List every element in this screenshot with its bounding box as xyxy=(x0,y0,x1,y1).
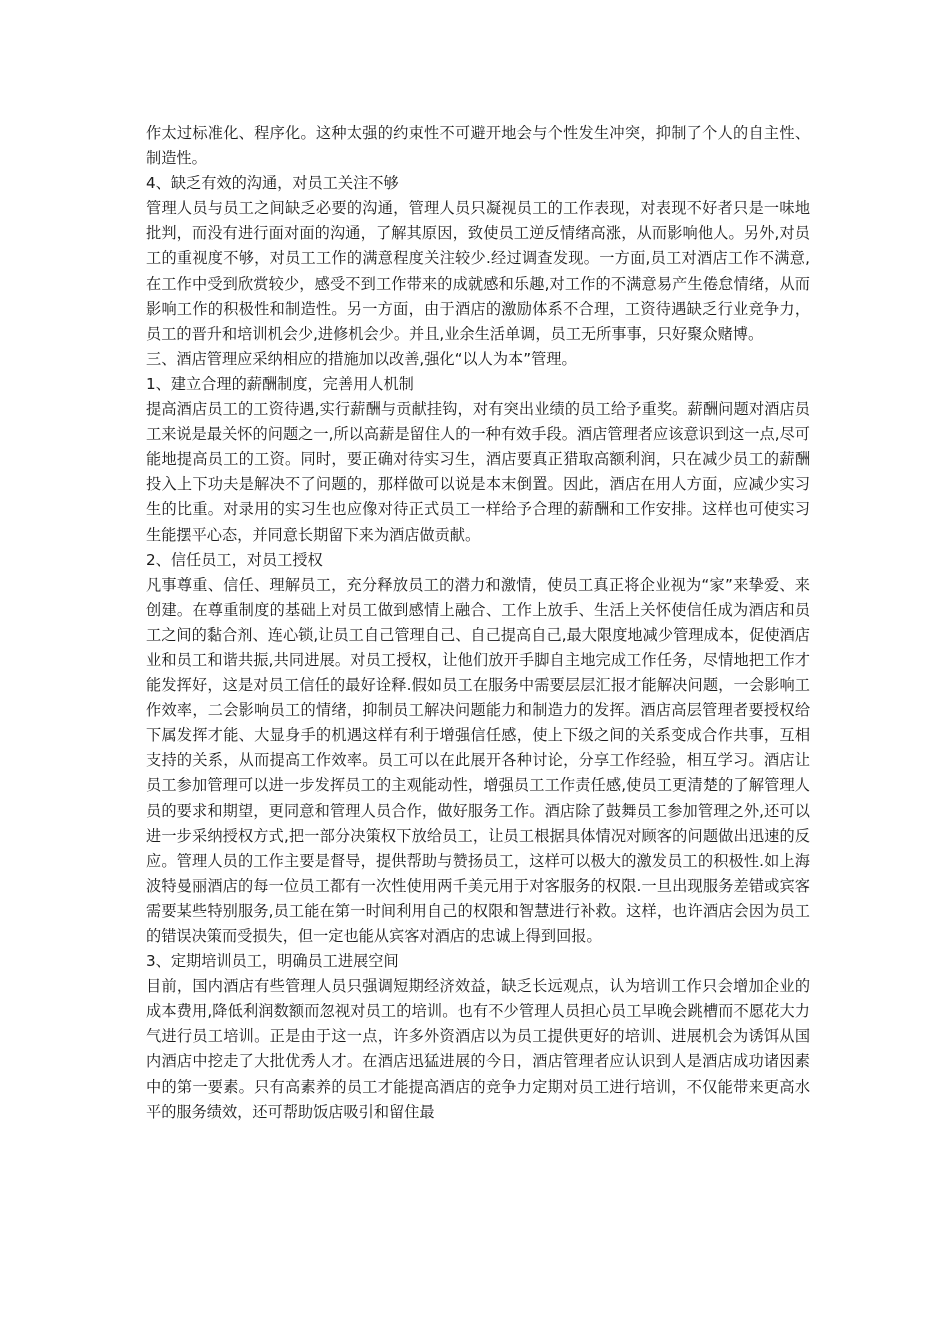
section-heading-3: 3、定期培训员工，明确员工进展空间 xyxy=(146,952,399,971)
paragraph-continuation: 作太过标准化、程序化。这种太强的约束性不可避开地会与个性发生冲突，抑制了个人的自主性、制造性。 xyxy=(146,124,810,168)
section-heading-1: 1、建立合理的薪酬制度，完善用人机制 xyxy=(146,374,414,393)
section-heading-4: 4、缺乏有效的沟通，对员工关注不够 xyxy=(146,174,399,193)
paragraph: 提高酒店员工的工资待遇,实行薪酬与贡献挂钩，对有突出业绩的员工给予重奖。薪酬问题对酒店员工来说是最关怀的问题之一,所以高薪是留住人的一种有效手段。酒店管理者应该意识到这一点,尽可能地提高员工的工资。同时，要正确对待实习生，酒店要真正猎取高额利润，只在减少员工的薪酬投入上下功夫是解决不了问题的，那样做可以说是本末倒置。因此，酒店在用人方面，应减少实习生的比重。对录用的实习生也应像对待正式员工一样给予合理的薪酬和工作安排。这样也可使实习生能摆平心态，并同意长期留下来为酒店做贡献。 xyxy=(146,400,810,544)
paragraph: 凡事尊重、信任、理解员工，充分释放员工的潜力和激情，使员工真正将企业视为“家”来挚爱、来创建。在尊重制度的基础上对员工做到感情上融合、工作上放手、生活上关怀使信任成为酒店和员工之间的黏合剂、连心锁,让员工自己管理自己、自己提高自己,最大限度地减少管理成本，促使酒店业和员工和谐共振,共同进展。对员工授权，让他们放开手脚自主地完成工作任务，尽情地把工作才能发挥好，这是对员工信任的最好诠释.假如员工在服务中需要层层汇报才能解决问题，一会影响工作效率，二会影响员工的情绪，抑制员工解决问题能力和制造力的发挥。酒店高层管理者要授权给下属发挥才能、大显身手的机遇这样有利于增强信任感，使上下级之间的关系变成合作共事，互相支持的关系，从而提高工作效率。员工可以在此展开各种讨论，分享工作经验，相互学习。酒店让员工参加管理可以进一步发挥员工的主观能动性，增强员工工作责任感,使员工更清楚的了解管理人员的要求和期望，更同意和管理人员合作，做好服务工作。酒店除了鼓舞员工参加管理之外,还可以进一步采纳授权方式,把一部分决策权下放给员工，让员工根据具体情况对顾客的问题做出迅速的反应。管理人员的工作主要是督导，提供帮助与赞扬员工，这样可以极大的激发员工的积极性.如上海波特曼丽酒店的每一位员工都有一次性使用两千美元用于对客服务的权限.一旦出现服务差错或宾客需要某些特别服务,员工能在第一时间利用自己的权限和智慧进行补救。这样，也许酒店会因为员工的错误决策而受损失，但一定也能从宾客对酒店的忠诚上得到回报。 xyxy=(146,575,810,945)
paragraph: 目前，国内酒店有些管理人员只强调短期经济效益，缺乏长远观点，认为培训工作只会增加企业的成本费用,降低利润数额而忽视对员工的培训。也有不少管理人员担心员工早晚会跳槽而不愿花大力气进行员工培训。正是由于这一点，许多外资酒店以为员工提供更好的培训、进展机会为诱饵从国内酒店中挖走了大批优秀人才。在酒店迅猛进展的今日，酒店管理者应认识到人是酒店成功诸因素中的第一要素。只有高素养的员工才能提高酒店的竞争力定期对员工进行培训，不仅能带来更高水平的服务绩效，还可帮助饭店吸引和留住最 xyxy=(146,977,810,1121)
chapter-heading-3: 三、酒店管理应采纳相应的措施加以改善,强化“以人为本”管理。 xyxy=(146,349,577,368)
paragraph: 管理人员与员工之间缺乏必要的沟通，管理人员只凝视员工的工作表现，对表现不好者只是一味地批判，而没有进行面对面的沟通，了解其原因，致使员工逆反情绪高涨，从而影响他人。另外,对员工的重视度不够，对员工工作的满意程度关注较少.经过调查发现。一方面,员工对酒店工作不满意,在工作中受到欣赏较少，感受不到工作带来的成就感和乐趣,对工作的不满意易产生倦怠情绪，从而影响工作的积极性和制造性。另一方面，由于酒店的激励体系不合理，工资待遇缺乏行业竞争力，员工的晋升和培训机会少,进修机会少。并且,业余生活单调，员工无所事事，只好聚众赌博。 xyxy=(146,199,810,343)
document-body xyxy=(146,121,810,1125)
section-heading-2: 2、信任员工，对员工授权 xyxy=(146,550,323,569)
